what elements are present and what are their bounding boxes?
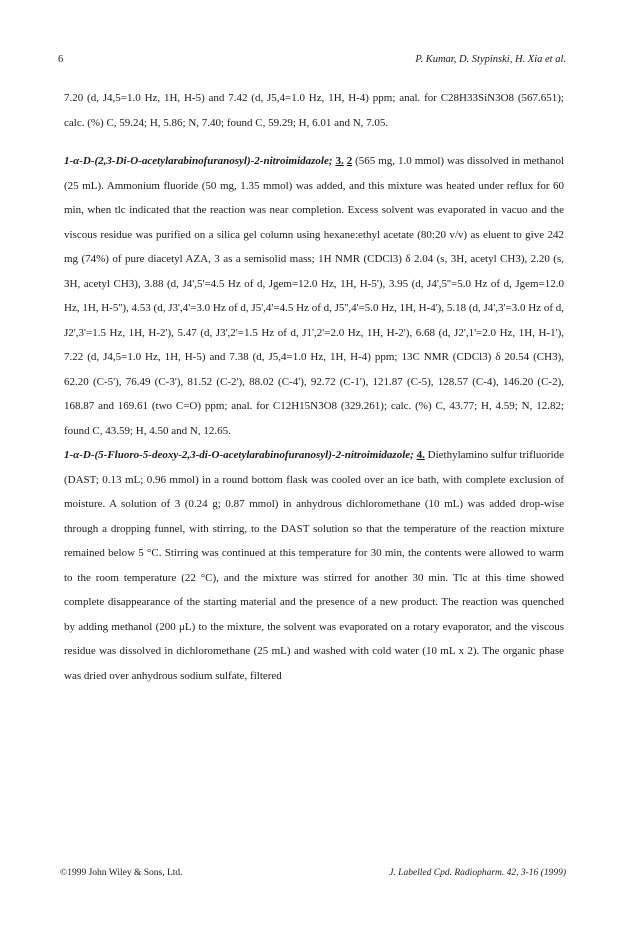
page-number: 6	[58, 54, 64, 65]
footer-copyright: ©1999 John Wiley & Sons, Ltd.	[60, 868, 183, 878]
running-header-authors: P. Kumar, D. Stypinski, H. Xia et al.	[415, 54, 566, 65]
compound-4-title: 1-α-D-(5-Fluoro-5-deoxy-2,3-di-O-acetylarabinofuranosyl)-2-nitroimidazole;	[64, 449, 414, 461]
paragraph-compound-3	[64, 149, 564, 443]
compound-3-number: 3.	[335, 155, 344, 167]
compound-3-title: 1-α-D-(2,3-Di-O-acetylarabinofuranosyl)-2-nitroimidazole;	[64, 155, 333, 167]
compound-4-procedure: Diethylamino sulfur trifluoride (DAST; 0.13 mL; 0.96 mmol) in a round bottom flask was cooled over an ice bath, with complete exclusion of moisture. A solution of 3 (0.24 g; 0.87 mmol) in anhydrous dichloromethane (10 mL) was added drop-wise through a dropping funnel, with stirring, to the DAST solution so that the temperature of the reaction mixture remained below 5 °C. Stirring was continued at this temperature for 30 min, the contents were allowed to warm to the room temperature (22 °C), and the mixture was stirred for another 30 min. Tlc at this time showed complete disappearance of the starting material and the presence of a new product. The reaction was quenched by adding methanol (200 μL) to the mixture, the solvent was evaporated on a rotary evaporator, and the viscous residue was dissolved in dichloromethane (25 mL) and washed with cold water (10 mL x 2). The organic phase was dried over anhydrous sodium sulfate, filtered	[64, 449, 565, 682]
paragraph-compound-4	[64, 443, 564, 688]
paragraph-analysis-end: 7.20 (d, J4,5=1.0 Hz, 1H, H-5) and 7.42 (d, J5,4=1.0 Hz, 1H, H-4) ppm; anal. for C28H33SiN3O8 (567.651); calc. (%) C, 59.24; H, 5.86; N, 7.40; found C, 59.29; H, 6.01 and N, 7.05.	[64, 92, 564, 129]
compound-4-number: 4.	[416, 449, 425, 461]
compound-2-reference: 2	[346, 155, 353, 167]
article-body	[64, 86, 564, 688]
footer-citation: J. Labelled Cpd. Radiopharm. 42, 3-16 (1999)	[389, 868, 566, 878]
compound-3-procedure: (565 mg, 1.0 mmol) was dissolved in methanol (25 mL). Ammonium fluoride (50 mg, 1.35 mmol) was added, and this mixture was heated under reflux for 60 min, when tlc indicated that the reaction was near completion. Excess solvent was evaporated in vacuo and the viscous residue was purified on a silica gel column using hexane:ethyl acetate (80:20 v/v) as eluent to give 242 mg (74%) of pure diacetyl AZA, 3 as a semisolid mass; 1H NMR (CDCl3) δ 2.04 (s, 3H, acetyl CH3), 2.20 (s, 3H, acetyl CH3), 3.88 (d, J4',5'=4.5 Hz of d, Jgem=12.0 Hz, 1H, H-5'), 3.95 (d, J4',5''=5.0 Hz of d, Jgem=12.0 Hz, 1H, H-5''), 4.53 (d, J3',4'=3.0 Hz of d, J5',4'=4.5 Hz of d, J5'',4'=5.0 Hz, 1H, H-4'), 5.18 (d, J4',3'=3.0 Hz of d, J2',3'=1.5 Hz, 1H, H-2'), 5.47 (d, J3',2'=1.5 Hz of d, J1',2'=2.0 Hz, 1H, H-2'), 6.68 (d, J2',1'=2.0 Hz, 1H, H-1'), 7.22 (d, J4,5=1.0 Hz, 1H, H-5) and 7.38 (d, J5,4=1.0 Hz, 1H, H-4) ppm; 13C NMR (CDCl3) δ 20.54 (CH3), 62.20 (C-5'), 76.49 (C-3'), 81.52 (C-2'), 88.02 (C-4'), 92.72 (C-1'), 121.87 (C-5), 128.57 (C-4), 146.20 (C-2), 168.87 and 169.61 (two C=O) ppm; anal. for C12H15N3O8 (329.261); calc. (%) C, 43.77; H, 4.59; N, 12.82; found C, 43.59; H, 4.50 and N, 12.65.	[64, 155, 565, 437]
